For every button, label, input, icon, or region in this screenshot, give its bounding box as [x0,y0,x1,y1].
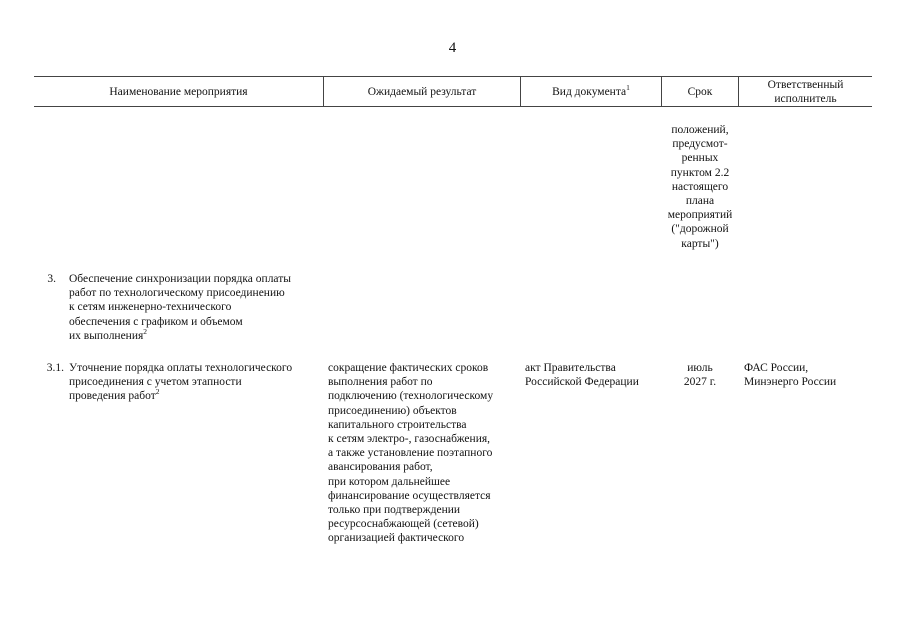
column-header-doc-type [521,77,661,106]
footnote-marker: 2 [155,387,160,397]
column-header-responsible-label: Ответственный исполнитель [767,78,844,105]
column-header-result [324,77,520,106]
column-header-doc-type-label: Вид документа [552,85,627,98]
footnote-marker: 1 [626,82,630,92]
row-3-name-text: Обеспечение синхронизации порядка оплаты работ по технологическому присоединению к сетям инженерно-технического обеспечения с графиком и объемом их выполнения [69,273,291,342]
page-number: 4 [448,40,457,56]
row-3-1-result: сокращение фактических сроков выполнения работ по подключению (технологическому присоединению) объектов капитального строительства к сетям электро-, газоснабжения, а также установление поэтапного авансирования работ, при котором дальнейшее финансирование осуществляется только при подтверждении ресурсоснабжающей (сетевой) организацией фактического [328,362,494,545]
column-header-deadline [662,77,738,106]
row-3-1-name-text: Уточнение порядка оплаты технологического присоединения с учетом этапности проведения работ [69,362,293,403]
column-header-name [34,77,323,106]
row-3-1-responsible: ФАС России, Минэнерго России [744,362,837,389]
row-number: 3.1. [46,362,64,374]
continuation-deadline-text: положений, предусмот- ренных пунктом 2.2 настоящего плана мероприятий ("дорожной карты") [667,124,733,250]
row-number: 3. [47,273,56,285]
column-header-deadline-label: Срок [687,85,713,98]
column-header-name-label: Наименование мероприятия [109,85,248,98]
row-3-name [69,272,321,343]
row-3-1-doc-type: акт Правительства Российской Федерации [525,362,639,389]
row-3-1-name [69,361,323,404]
row-3-1-deadline: июль 2027 г. [683,362,717,389]
column-header-responsible [739,77,872,106]
column-header-result-label: Ожидаемый результат [367,85,477,98]
footnote-marker: 2 [143,326,148,336]
header-bottom-rule [34,106,872,107]
